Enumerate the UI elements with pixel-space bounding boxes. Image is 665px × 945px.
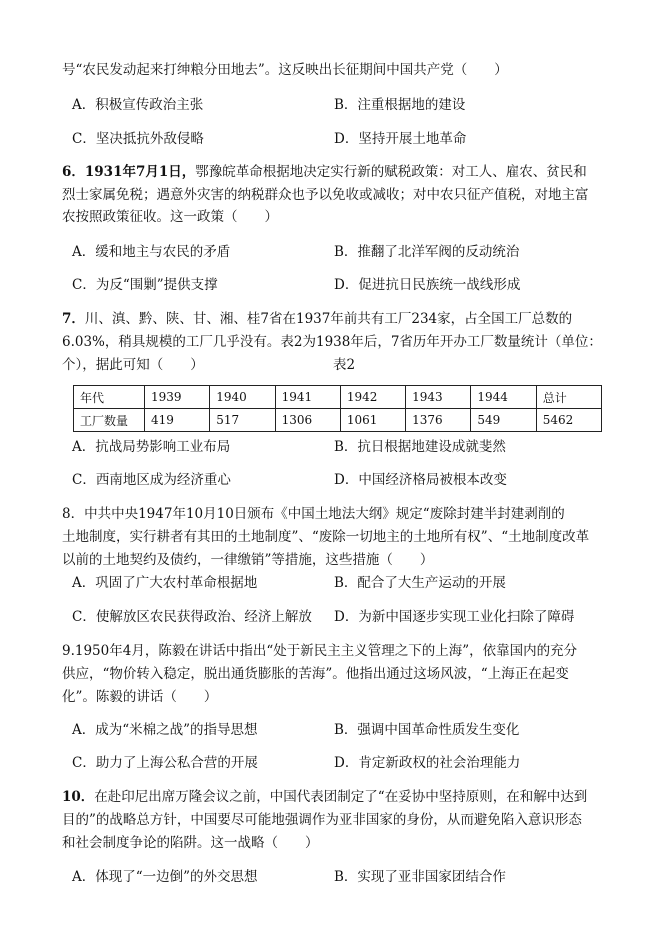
q5-option-d[interactable]: D．坚持开展土地革命 [334, 131, 467, 147]
q10-stem-text: 在赴印尼出席万隆会议之前，中国代表团制定了“在妥协中坚持原则，在和解中达到 [94, 789, 588, 805]
q6-stem-line1 [62, 162, 587, 182]
q8-option-c[interactable]: C．使解放区农民获得政治、经济上解放 [72, 609, 312, 625]
table-cell: 1944 [471, 386, 536, 409]
table-header-row [74, 386, 602, 409]
q6-number: 6．1931年7月1日， [62, 164, 196, 180]
q9-stem-line2: 供应，“物价转入稳定，脱出通货膨胀的苦海”。他指出通过这场风波，“上海正在起变 [62, 666, 569, 682]
table-cell: 年代 [74, 386, 145, 409]
q7-option-a[interactable]: A．抗战局势影响工业布局 [72, 439, 231, 455]
q5-option-c[interactable]: C．坚决抵抗外敌侵略 [72, 131, 204, 147]
q7-stem-text: 川、滇、黔、陕、甘、湘、桂7省在1937年前共有工厂234家，占全国工厂总数的 [84, 311, 573, 327]
q9-option-a[interactable]: A．成为“米棉之战”的指导思想 [72, 722, 258, 738]
q5-option-a[interactable]: A．积极宣传政治主张 [72, 97, 204, 113]
q10-option-b[interactable]: B．实现了亚非国家团结合作 [334, 869, 506, 885]
table-cell: 1376 [406, 409, 471, 432]
q7-option-c[interactable]: C．西南地区成为经济重心 [72, 472, 231, 488]
q9-stem-line3: 化”。陈毅的讲话（ ） [62, 689, 218, 705]
q9-option-c[interactable]: C．助力了上海公私合营的开展 [72, 755, 258, 771]
table-cell: 工厂数量 [74, 409, 145, 432]
q6-option-a[interactable]: A．缓和地主与农民的矛盾 [72, 244, 231, 260]
q10-stem-line3: 和社会制度争论的陷阱。这一战略（ ） [62, 835, 319, 851]
q6-option-b[interactable]: B．推翻了北洋军阀的反动统治 [334, 244, 520, 260]
table-cell: 419 [145, 409, 210, 432]
table-cell: 1943 [406, 386, 471, 409]
table-cell: 1941 [275, 386, 340, 409]
table-cell: 总计 [536, 386, 601, 409]
q6-option-c[interactable]: C．为反“围剿”提供支撑 [72, 277, 218, 293]
q7-option-d[interactable]: D．中国经济格局被根本改变 [334, 472, 507, 488]
q10-number: 10． [62, 789, 95, 805]
factory-stats-table [73, 385, 602, 432]
q10-option-a[interactable]: A．体现了“一边倒”的外交思想 [72, 869, 258, 885]
q10-stem-line1 [62, 787, 587, 807]
q7-option-b[interactable]: B．抗日根据地建设成就斐然 [334, 439, 506, 455]
q8-option-d[interactable]: D．为新中国逐步实现工业化扫除了障碍 [334, 609, 575, 625]
table-cell: 549 [471, 409, 536, 432]
q8-stem-line2: 土地制度，实行耕者有其田的土地制度”、“废除一切地主的土地所有权”、“土地制度改革 [62, 529, 590, 545]
q6-stem-line2: 烈士家属免税；遇意外灾害的纳税群众也予以免收或减收；对中农只征产值税，对地主富 [62, 187, 589, 203]
q7-stem-line1 [62, 309, 572, 329]
q6-stem-line3: 农按照政策征收。这一政策（ ） [62, 209, 278, 225]
q6-option-d[interactable]: D．促进抗日民族统一战线形成 [334, 277, 521, 293]
q5-stem-line: 号“农民发动起来打绅粮分田地去”。这反映出长征期间中国共产党（ ） [62, 62, 508, 78]
table-row [74, 409, 602, 432]
q6-stem-text: 鄂豫皖革命根据地决定实行新的赋税政策：对工人、雇农、贫民和 [195, 164, 587, 180]
table-cell: 1940 [210, 386, 275, 409]
table-title: 表2 [333, 357, 356, 373]
q5-option-b[interactable]: B．注重根据地的建设 [334, 97, 466, 113]
table-cell: 1939 [145, 386, 210, 409]
q10-stem-line2: 目的”的战略总方针，中国要尽可能地强调作为亚非国家的身份，从而避免陷入意识形态 [62, 812, 582, 828]
table-cell: 1306 [275, 409, 340, 432]
q9-option-d[interactable]: D．肯定新政权的社会治理能力 [334, 755, 521, 771]
q7-number: 7． [62, 311, 85, 327]
q7-stem-line2: 6.03%，稍具规模的工厂几乎没有。表2为1938年后，7省历年开办工厂数量统计（单位： [62, 334, 602, 350]
q8-option-a[interactable]: A．巩固了广大农村革命根据地 [72, 575, 258, 591]
q8-option-b[interactable]: B．配合了大生产运动的开展 [334, 575, 506, 591]
table-cell: 517 [210, 409, 275, 432]
q8-stem-line1: 8．中共中央1947年10月10日颁布《中国土地法大纲》规定“废除封建半封建剥削的 [62, 506, 565, 522]
q9-stem-line1: 9.1950年4月，陈毅在讲话中指出“处于新民主主义管理之下的上海”，依靠国内的充分 [62, 643, 578, 659]
table-cell: 5462 [536, 409, 601, 432]
q9-option-b[interactable]: B．强调中国革命性质发生变化 [334, 722, 520, 738]
table-cell: 1942 [340, 386, 405, 409]
q7-stem-line3: 个），据此可知（ ） [62, 357, 204, 373]
table-cell: 1061 [340, 409, 405, 432]
q8-stem-line3: 以前的土地契约及债约，一律缴销”等措施，这些措施（ ） [62, 552, 434, 568]
